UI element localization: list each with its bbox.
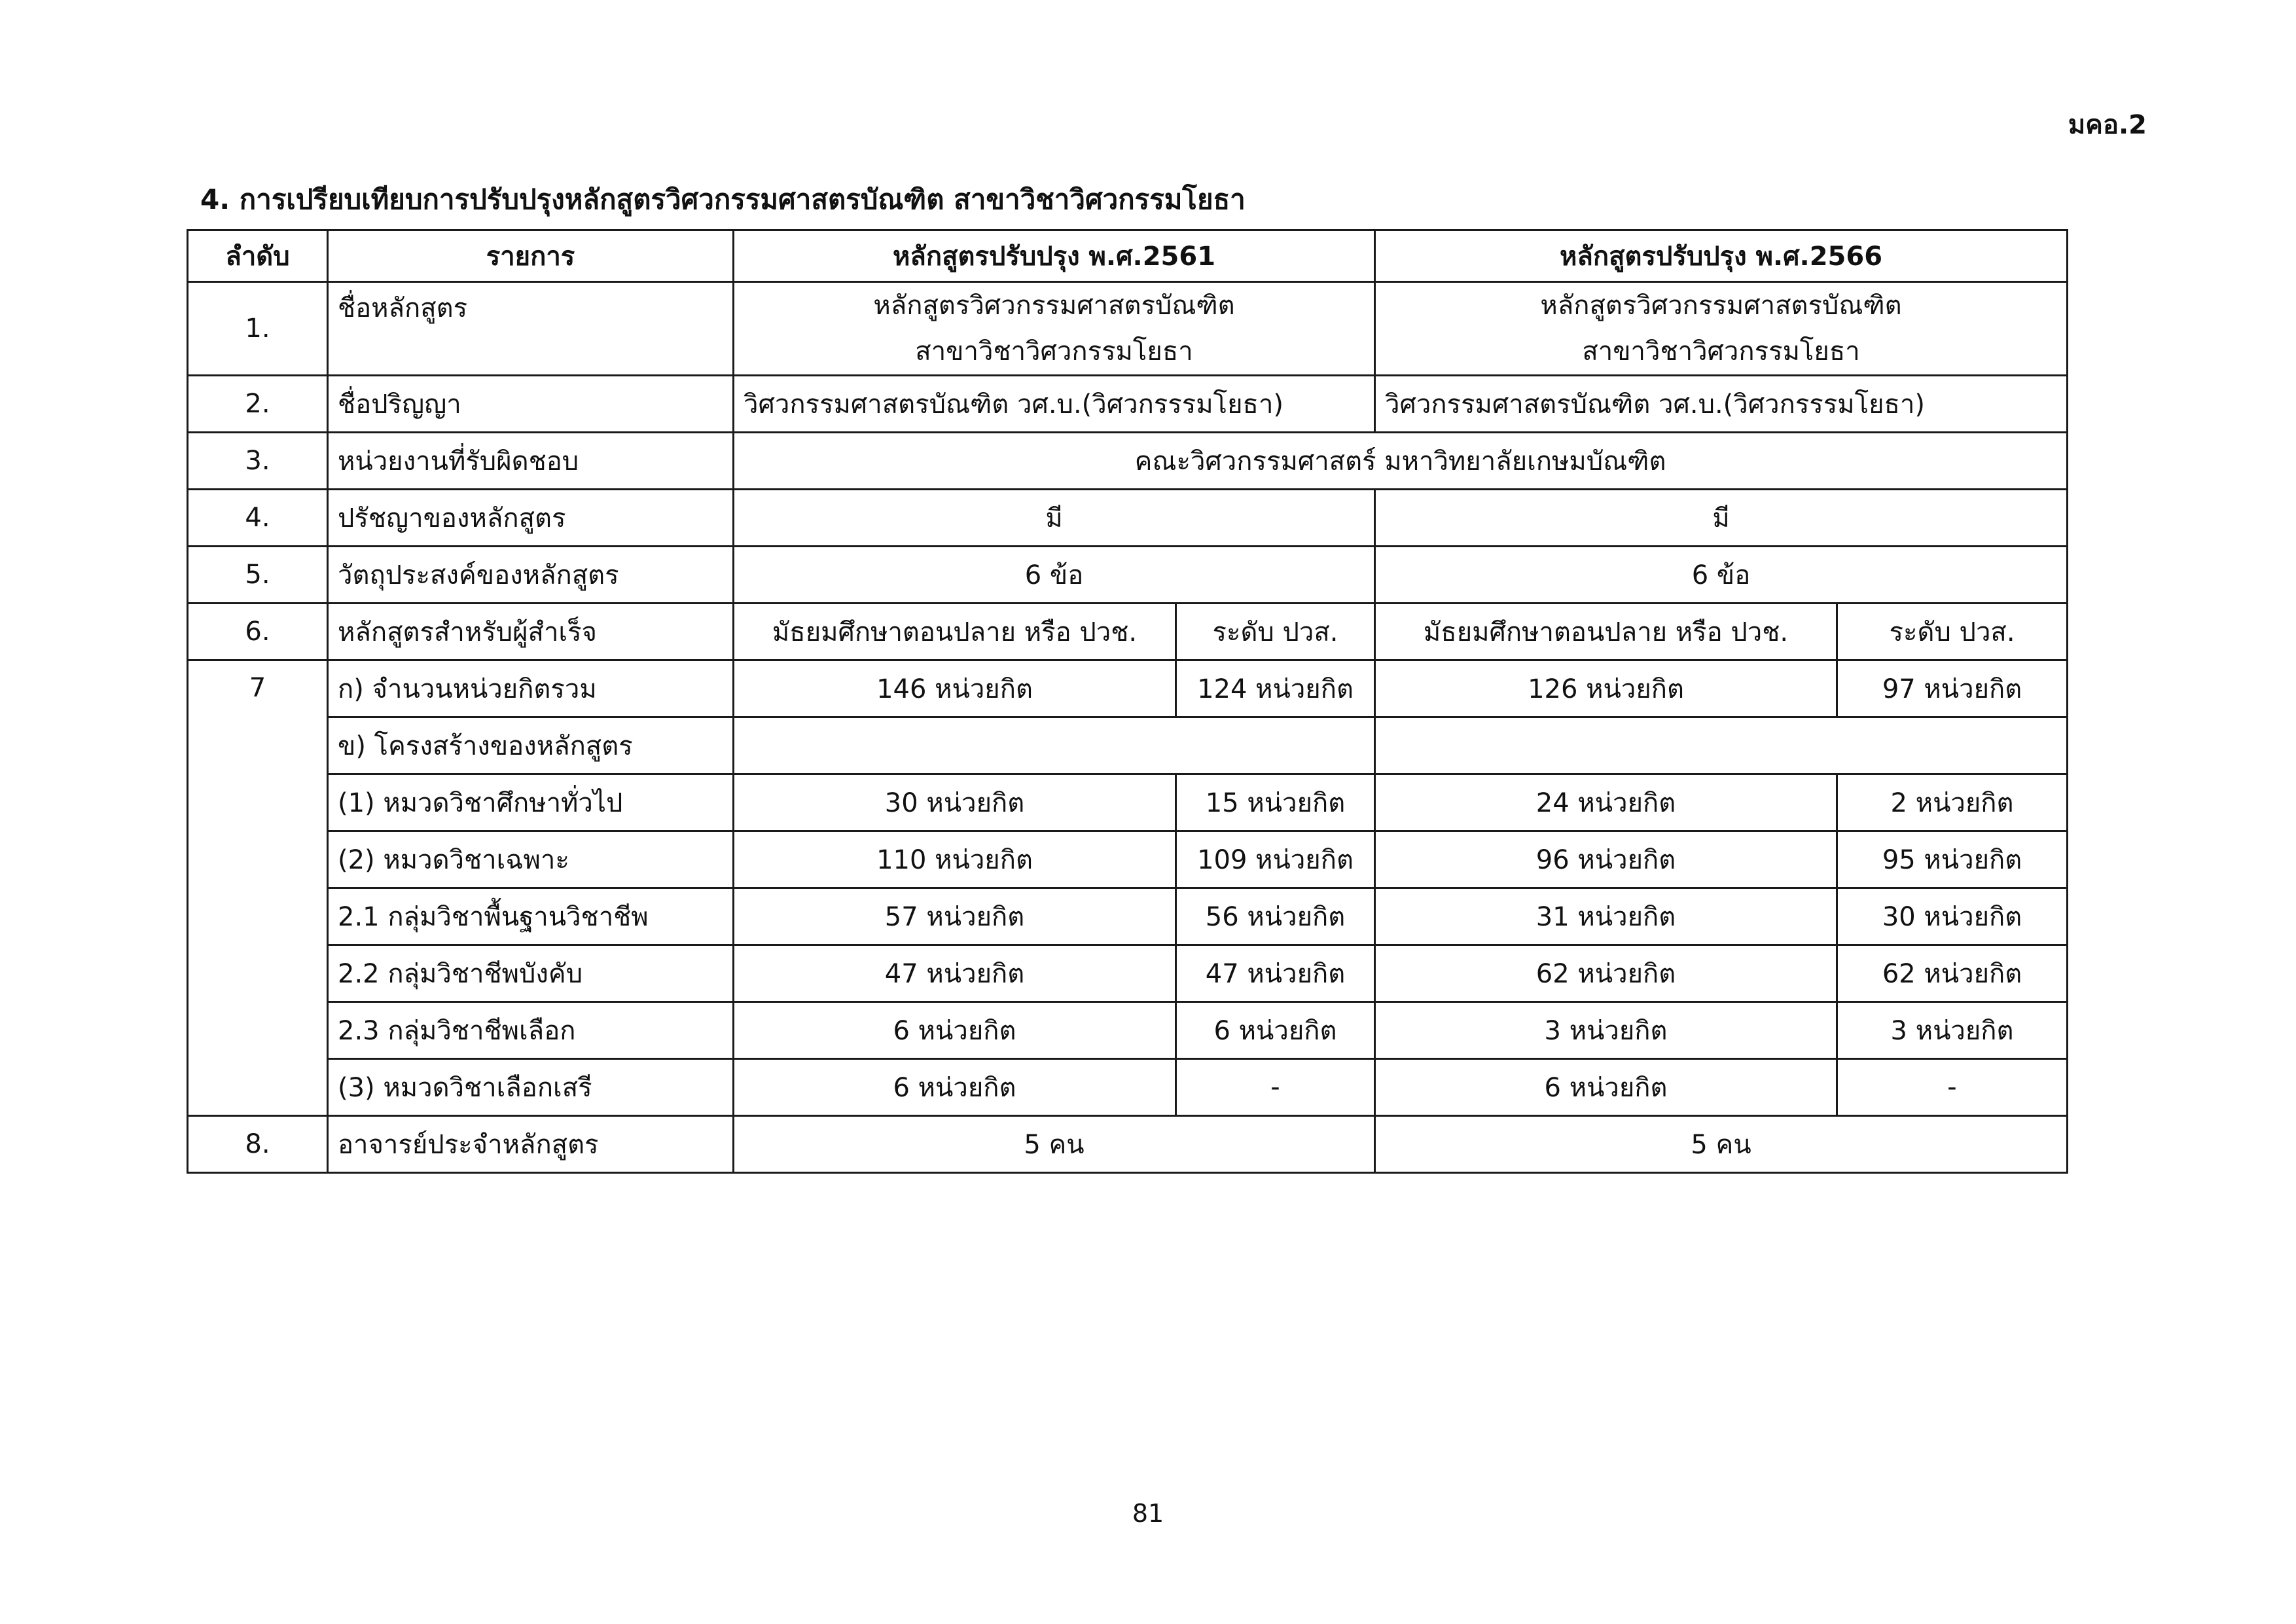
row-new-a: 24 หน่วยกิต [1375, 774, 1837, 831]
row-item: ก) จำนวนหน่วยกิตรวม [328, 660, 734, 717]
row-item: (3) หมวดวิชาเลือกเสรี [328, 1059, 734, 1116]
row-old-a: 146 หน่วยกิต [734, 660, 1176, 717]
row-old-value [734, 282, 1375, 376]
row-new-b: 95 หน่วยกิต [1837, 831, 2068, 888]
curriculum-comparison-table [187, 229, 2068, 1174]
table-row [188, 1059, 2068, 1116]
row-item: 2.3 กลุ่มวิชาชีพเลือก [328, 1002, 734, 1059]
row-item: ชื่อปริญญา [328, 376, 734, 433]
row-item: (2) หมวดวิชาเฉพาะ [328, 831, 734, 888]
header-no: ลำดับ [188, 230, 328, 282]
row-old-b: 15 หน่วยกิต [1176, 774, 1375, 831]
row-no: 6. [188, 604, 328, 660]
row-old-a: 6 หน่วยกิต [734, 1002, 1176, 1059]
row-new-a: มัธยมศึกษาตอนปลาย หรือ ปวช. [1375, 604, 1837, 660]
row-merged-value: คณะวิศวกรรมศาสตร์ มหาวิทยาลัยเกษมบัณฑิต [734, 433, 2068, 490]
row-old-b: 56 หน่วยกิต [1176, 888, 1375, 945]
row-new-a: 126 หน่วยกิต [1375, 660, 1837, 717]
row-item: วัตถุประสงค์ของหลักสูตร [328, 547, 734, 604]
section-title: 4. การเปรียบเทียบการปรับปรุงหลักสูตรวิศวกรรมศาสตรบัณฑิต สาขาวิชาวิศวกรรมโยธา [200, 183, 1246, 215]
row-new-value [1375, 282, 2068, 376]
row-new-value: 5 คน [1375, 1116, 2068, 1173]
table-row [188, 490, 2068, 547]
table-row [188, 945, 2068, 1002]
row-new-a: 96 หน่วยกิต [1375, 831, 1837, 888]
table-row [188, 774, 2068, 831]
new-line-2: สาขาวิชาวิศวกรรมโยธา [1582, 336, 1860, 367]
old-line-2: สาขาวิชาวิศวกรรมโยธา [915, 336, 1193, 367]
row-no: 4. [188, 490, 328, 547]
row-new-value: มี [1375, 490, 2068, 547]
table-row [188, 282, 2068, 376]
row-item: (1) หมวดวิชาศึกษาทั่วไป [328, 774, 734, 831]
row-new-a: 6 หน่วยกิต [1375, 1059, 1837, 1116]
row-no: 5. [188, 547, 328, 604]
row-no: 1. [188, 282, 328, 376]
row-old-b: - [1176, 1059, 1375, 1116]
table-row [188, 888, 2068, 945]
page-number: 81 [1132, 1499, 1164, 1528]
row-new-value: วิศวกรรมศาสตรบัณฑิต วศ.บ.(วิศวกรรรมโยธา) [1375, 376, 2068, 433]
row-old-b: 109 หน่วยกิต [1176, 831, 1375, 888]
row-old-value: 5 คน [734, 1116, 1375, 1173]
row-item: 2.1 กลุ่มวิชาพื้นฐานวิชาชีพ [328, 888, 734, 945]
row-old-a: 57 หน่วยกิต [734, 888, 1176, 945]
row-new-b: 97 หน่วยกิต [1837, 660, 2068, 717]
row-old-empty [734, 717, 1375, 774]
header-item: รายการ [328, 230, 734, 282]
row-new-b: 62 หน่วยกิต [1837, 945, 2068, 1002]
row-old-a: 47 หน่วยกิต [734, 945, 1176, 1002]
header-new-curriculum: หลักสูตรปรับปรุง พ.ศ.2566 [1375, 230, 2068, 282]
table-row [188, 1002, 2068, 1059]
row-old-b: 124 หน่วยกิต [1176, 660, 1375, 717]
row-old-a: 30 หน่วยกิต [734, 774, 1176, 831]
row-new-b: ระดับ ปวส. [1837, 604, 2068, 660]
row-old-b: 6 หน่วยกิต [1176, 1002, 1375, 1059]
row-item: หลักสูตรสำหรับผู้สำเร็จ [328, 604, 734, 660]
table-header-row [188, 230, 2068, 282]
table-row [188, 717, 2068, 774]
row-old-value: 6 ข้อ [734, 547, 1375, 604]
table-row [188, 604, 2068, 660]
row-item: อาจารย์ประจำหลักสูตร [328, 1116, 734, 1173]
row-old-value: วิศวกรรมศาสตรบัณฑิต วศ.บ.(วิศวกรรรมโยธา) [734, 376, 1375, 433]
table-row [188, 1116, 2068, 1173]
row-no: 2. [188, 376, 328, 433]
row-old-a: 110 หน่วยกิต [734, 831, 1176, 888]
row-no: 3. [188, 433, 328, 490]
row-new-a: 31 หน่วยกิต [1375, 888, 1837, 945]
new-line-1: หลักสูตรวิศวกรรมศาสตรบัณฑิต [1540, 291, 1902, 321]
header-old-curriculum: หลักสูตรปรับปรุง พ.ศ.2561 [734, 230, 1375, 282]
row-new-a: 3 หน่วยกิต [1375, 1002, 1837, 1059]
row-old-a: มัธยมศึกษาตอนปลาย หรือ ปวช. [734, 604, 1176, 660]
row-old-b: 47 หน่วยกิต [1176, 945, 1375, 1002]
row-new-a: 62 หน่วยกิต [1375, 945, 1837, 1002]
old-line-1: หลักสูตรวิศวกรรมศาสตรบัณฑิต [873, 291, 1235, 321]
row-no: 8. [188, 1116, 328, 1173]
row-no: 7 [188, 660, 328, 1116]
row-new-b: 2 หน่วยกิต [1837, 774, 2068, 831]
table-row [188, 547, 2068, 604]
row-item: ชื่อหลักสูตร [328, 282, 734, 376]
row-old-b: ระดับ ปวส. [1176, 604, 1375, 660]
row-item: หน่วยงานที่รับผิดชอบ [328, 433, 734, 490]
row-new-b: - [1837, 1059, 2068, 1116]
row-new-b: 3 หน่วยกิต [1837, 1002, 2068, 1059]
row-old-value: มี [734, 490, 1375, 547]
row-new-value: 6 ข้อ [1375, 547, 2068, 604]
document-code: มคอ.2 [2068, 110, 2147, 140]
row-item: ข) โครงสร้างของหลักสูตร [328, 717, 734, 774]
row-item: 2.2 กลุ่มวิชาชีพบังคับ [328, 945, 734, 1002]
table-row [188, 376, 2068, 433]
table-row [188, 433, 2068, 490]
row-new-empty [1375, 717, 2068, 774]
table-row [188, 831, 2068, 888]
row-item: ปรัชญาของหลักสูตร [328, 490, 734, 547]
row-old-a: 6 หน่วยกิต [734, 1059, 1176, 1116]
table-row [188, 660, 2068, 717]
row-new-b: 30 หน่วยกิต [1837, 888, 2068, 945]
